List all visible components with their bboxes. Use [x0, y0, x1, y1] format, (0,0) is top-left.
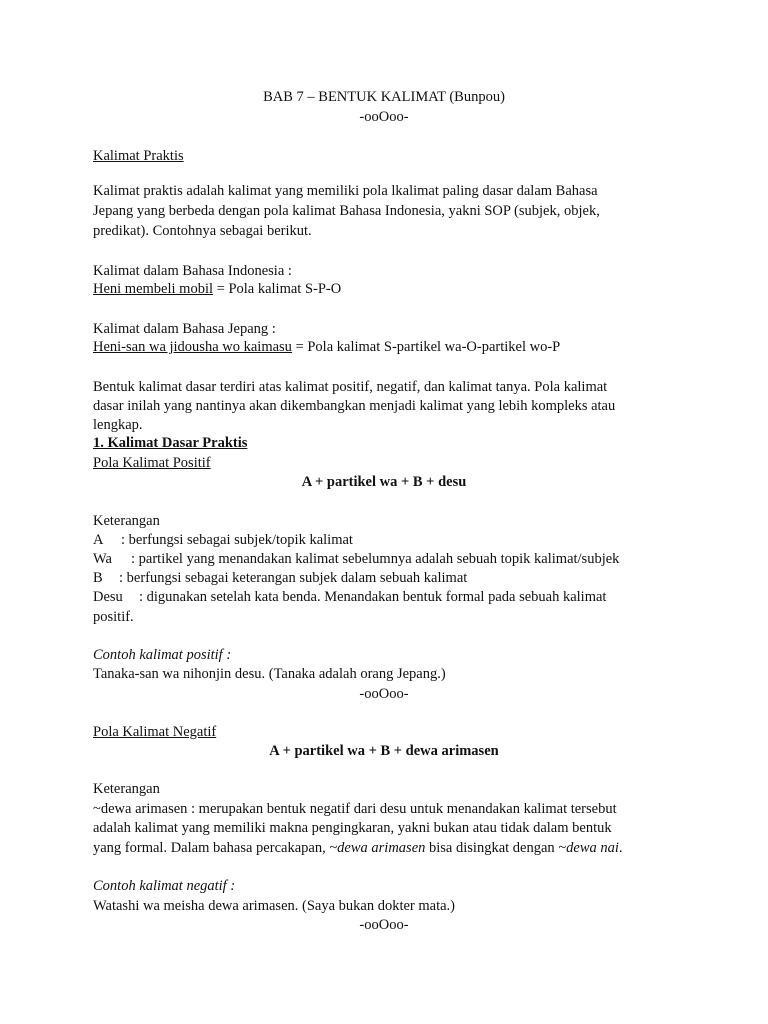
- paragraph-line: Bentuk kalimat dasar terdiri atas kalimat positif, negatif, dan kalimat tanya. Pola kalimat: [93, 379, 608, 395]
- separator: -ooOoo-: [359, 686, 409, 702]
- subheading-positif: Pola Kalimat Positif: [93, 455, 211, 471]
- note-key: Wa: [93, 551, 112, 567]
- section-heading-kalimat-praktis: Kalimat Praktis: [93, 148, 184, 164]
- text: .: [618, 840, 623, 856]
- note-text: : berfungsi sebagai subjek/topik kalimat: [121, 532, 353, 548]
- paragraph-line: [93, 839, 623, 857]
- paragraph-line: Kalimat praktis adalah kalimat yang memiliki pola lkalimat paling dasar dalam Bahasa: [93, 183, 598, 199]
- section-heading-kalimat-dasar: 1. Kalimat Dasar Praktis: [93, 435, 248, 451]
- document-title: BAB 7 – BENTUK KALIMAT (Bunpou): [263, 89, 505, 105]
- paragraph-line: predikat). Contohnya sebagai berikut.: [93, 223, 312, 239]
- example-positif: Tanaka-san wa nihonjin desu. (Tanaka adalah orang Jepang.): [93, 666, 446, 682]
- formula-positif: A + partikel wa + B + desu: [301, 474, 467, 490]
- subheading-negatif: Pola Kalimat Negatif: [93, 724, 217, 740]
- note-row: [93, 569, 467, 587]
- paragraph-line: dasar inilah yang nantinya akan dikembangkan menjadi kalimat yang lebih kompleks atau: [93, 398, 616, 414]
- notes-label: Keterangan: [93, 781, 160, 797]
- note-row: [93, 531, 353, 549]
- separator: -ooOoo-: [359, 917, 409, 933]
- separator: -ooOoo-: [359, 109, 409, 125]
- jp-pattern: = Pola kalimat S-partikel wa-O-partikel wo-P: [291, 339, 561, 355]
- note-row: [93, 588, 606, 606]
- note-key: A: [93, 532, 104, 548]
- example-label-positif: Contoh kalimat positif :: [93, 647, 232, 663]
- text-italic: ~dewa nai: [558, 840, 619, 856]
- indo-pattern: = Pola kalimat S-P-O: [213, 281, 342, 297]
- paragraph-line: ~dewa arimasen : merupakan bentuk negatif dari desu untuk menandakan kalimat tersebut: [93, 801, 617, 817]
- jp-example: Heni-san wa jidousha wo kaimasu: [93, 339, 292, 355]
- indo-label: Kalimat dalam Bahasa Indonesia :: [93, 263, 292, 279]
- note-text: : partikel yang menandakan kalimat sebelumnya adalah sebuah topik kalimat/subjek: [131, 551, 620, 567]
- text-italic: ~dewa arimasen: [329, 840, 426, 856]
- formula-negatif: A + partikel wa + B + dewa arimasen: [269, 743, 499, 759]
- text: bisa disingkat dengan: [425, 840, 559, 856]
- example-negatif: Watashi wa meisha dewa arimasen. (Saya bukan dokter mata.): [93, 898, 456, 914]
- jp-example-line: [93, 338, 560, 356]
- notes-label: Keterangan: [93, 513, 160, 529]
- jp-label: Kalimat dalam Bahasa Jepang :: [93, 321, 276, 337]
- note-row: [93, 550, 619, 568]
- note-text: : berfungsi sebagai keterangan subjek dalam sebuah kalimat: [119, 570, 468, 586]
- note-text: : digunakan setelah kata benda. Menandakan bentuk formal pada sebuah kalimat: [139, 589, 607, 605]
- example-label-negatif: Contoh kalimat negatif :: [93, 878, 236, 894]
- note-key: B: [93, 570, 103, 586]
- note-continuation: positif.: [93, 609, 134, 625]
- note-key: Desu: [93, 589, 123, 605]
- paragraph-line: lengkap.: [93, 417, 143, 433]
- text: yang formal. Dalam bahasa percakapan,: [93, 840, 330, 856]
- paragraph-line: adalah kalimat yang memiliki makna pengingkaran, yakni bukan atau tidak dalam bentuk: [93, 820, 612, 836]
- indo-example-line: [93, 280, 341, 298]
- paragraph-line: Jepang yang berbeda dengan pola kalimat Bahasa Indonesia, yakni SOP (subjek, objek,: [93, 203, 600, 219]
- indo-example: Heni membeli mobil: [93, 281, 214, 297]
